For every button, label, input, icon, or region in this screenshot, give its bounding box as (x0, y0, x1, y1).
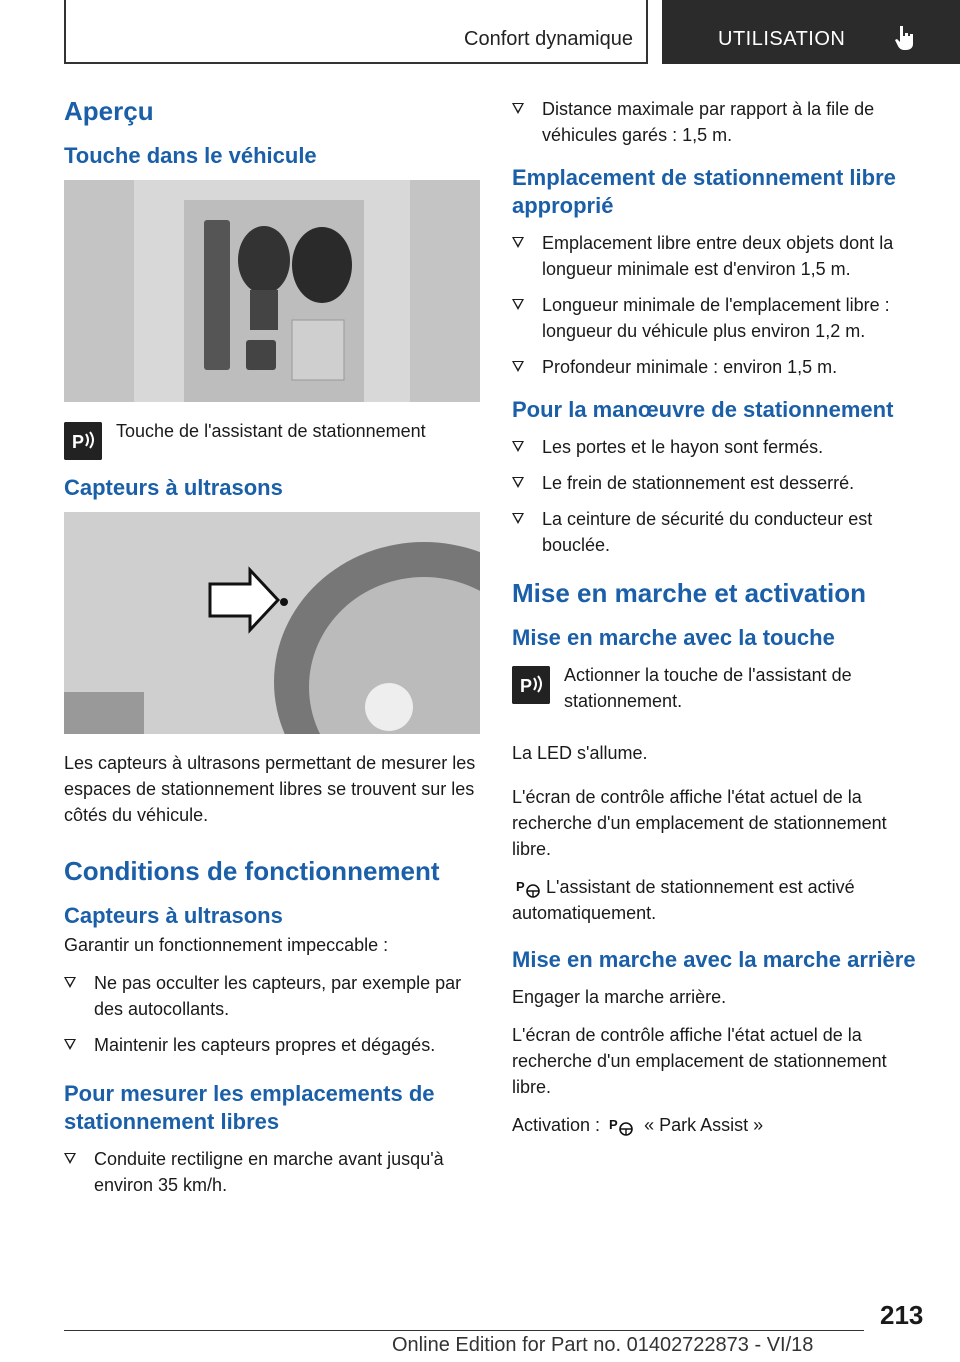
activation-label: Activation : (512, 1115, 601, 1135)
header-section-title: Confort dynamique (464, 28, 633, 50)
park-assist-button-icon (64, 422, 102, 460)
heading-marche-arriere: Mise en marche avec la marche arrière (512, 947, 916, 972)
led-text: La LED s'allume. (512, 743, 648, 763)
page-number: 213 (880, 1300, 924, 1330)
activation-value: « Park Assist » (644, 1115, 764, 1135)
svg-text:P: P (609, 1117, 618, 1133)
park-assist-button-icon (512, 666, 550, 704)
bullet-triangle-icon (512, 477, 524, 488)
ultrasonic-sensor-photo (64, 512, 480, 734)
bullet-triangle-icon (512, 361, 524, 372)
bullet-triangle-icon (512, 103, 524, 114)
bullet-triangle-icon (64, 1039, 76, 1050)
svg-text:P: P (520, 676, 533, 696)
list-item: Maintenir les capteurs propres et dégagés. (64, 1032, 484, 1058)
svg-text:P: P (72, 432, 85, 452)
left-column (64, 96, 484, 1214)
list-item: Conduite rectiligne en marche avant jusqu'à environ 35 km/h. (64, 1146, 484, 1198)
mesurer-bullets (64, 1146, 484, 1198)
console-photo (64, 180, 480, 402)
list-item: Le frein de stationnement est desserré. (512, 470, 928, 496)
capteurs-text: Les capteurs à ultrasons permettant de mesurer les espaces de stationnement libres se trouvent sur les côtés du véhicule. (64, 753, 476, 825)
header-chapter-tab (662, 0, 960, 64)
bullet-triangle-icon (512, 237, 524, 248)
heading-capteurs-2: Capteurs à ultrasons (64, 903, 283, 928)
bullet-triangle-icon (64, 977, 76, 988)
heading-mise-en-marche: Mise en marche et activation (512, 578, 867, 608)
list-item: Distance maximale par rapport à la file de véhicules garés : 1,5 m. (512, 96, 928, 148)
heading-emplacement: Emplacement de stationnement libre approprié (512, 165, 896, 218)
heading-touche: Mise en marche avec la touche (512, 625, 835, 650)
heading-conditions: Conditions de fonctionnement (64, 856, 440, 886)
heading-mesurer: Pour mesurer les emplacements de stationnement libres (64, 1081, 435, 1134)
heading-capteurs: Capteurs à ultrasons (64, 475, 283, 500)
park-assist-symbol-icon (609, 1115, 635, 1137)
list-item: Longueur minimale de l'emplacement libre : longueur du véhicule plus environ 1,2 m. (512, 292, 928, 344)
engager-text: Engager la marche arrière. (512, 987, 727, 1007)
actionner-text: Actionner la touche de l'assistant de stationnement. (564, 665, 852, 711)
list-item: Les portes et le hayon sont fermés. (512, 434, 928, 460)
right-column (512, 96, 928, 1150)
heading-manoeuvre: Pour la manœuvre de stationnement (512, 397, 894, 422)
header-chapter-title: UTILISATION (718, 28, 846, 50)
capteurs-bullets (64, 970, 484, 1058)
touche-caption: Touche de l'assistant de stationnement (116, 421, 426, 441)
ecran-text-2: L'écran de contrôle affiche l'état actuel de la recherche d'un emplacement de stationnement libre. (512, 1025, 887, 1097)
actionner-row (512, 662, 928, 726)
list-item: La ceinture de sécurité du conducteur est bouclée. (512, 506, 928, 558)
footer-divider (64, 1330, 864, 1331)
active-text: P L'assistant de stationnement est activé automatiquement. (512, 877, 855, 923)
bullet-triangle-icon (512, 513, 524, 524)
distance-bullets (512, 96, 928, 148)
garantir-text: Garantir un fonctionnement impeccable : (64, 935, 389, 955)
activation-line (512, 1112, 928, 1138)
heading-apercu: Aperçu (64, 96, 154, 126)
bullet-triangle-icon (64, 1153, 76, 1164)
hand-pointer-icon (894, 24, 916, 52)
ecran-text-1: L'écran de contrôle affiche l'état actuel de la recherche d'un emplacement de stationnement libre. (512, 787, 887, 859)
park-assist-symbol-icon (516, 877, 542, 899)
list-item: Profondeur minimale : environ 1,5 m. (512, 354, 928, 380)
svg-text:P: P (516, 879, 525, 895)
footer-edition: Online Edition for Part no. 01402722873 - VI/18 (392, 1334, 814, 1356)
bullet-triangle-icon (512, 441, 524, 452)
emplacement-bullets (512, 230, 928, 380)
touche-caption-row (64, 418, 484, 460)
manoeuvre-bullets (512, 434, 928, 558)
bullet-triangle-icon (512, 299, 524, 310)
list-item: Ne pas occulter les capteurs, par exemple par des autocollants. (64, 970, 484, 1022)
heading-touche-vehicule: Touche dans le véhicule (64, 143, 317, 168)
list-item: Emplacement libre entre deux objets dont la longueur minimale est d'environ 1,5 m. (512, 230, 928, 282)
